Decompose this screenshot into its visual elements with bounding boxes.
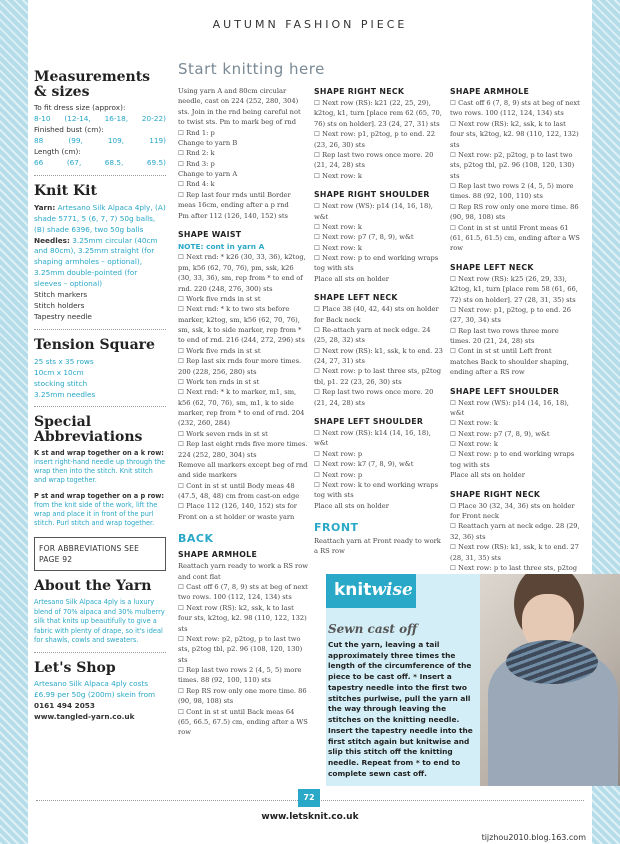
pattern-row: ☐ Rnd 4: k bbox=[178, 180, 215, 189]
front-left-shoulder-heading: SHAPE LEFT SHOULDER bbox=[450, 386, 560, 396]
pattern-row: ☐ Next row: k to end working wraps tog with sts bbox=[314, 480, 439, 500]
pattern-row: ☐ Next rnd: * k26 (30, 33, 36), k2tog, pm, k56 (62, 70, 76), pm, ssk, k26 (30, 33, 36), sm, rep from * to end of rnd. 220 (248, 276, 300) sts bbox=[178, 253, 306, 293]
pattern-row: ☐ Cont in st st until Body meas 48 (47.5, 48, 48) cm from cast-on edge bbox=[178, 481, 300, 501]
front-left-shoulder-rows bbox=[450, 398, 580, 481]
fit-v1: 8-10 bbox=[34, 114, 51, 124]
abbrev-p bbox=[34, 492, 166, 529]
column-3 bbox=[450, 86, 580, 573]
pattern-row: ☐ Next row (RS): k21 (22, 25, 29), k2tog, k1, turn [place rem 62 (65, 70, 76) sts on holder]. 23 (24, 27, 31) sts bbox=[314, 99, 442, 128]
pattern-row: ☐ Rep last two rows 2 (4, 5, 5) more times. 88 (92, 100, 110) sts bbox=[450, 182, 574, 201]
pattern-row: ☐ Next row (RS): k2, ssk, k to last four sts, k2tog, k2. 98 (110, 122, 132) sts bbox=[450, 119, 579, 149]
fit-v3: 16-18, bbox=[104, 114, 129, 124]
knitwise-text: Cut the yarn, leaving a tail approximately three times the length of the circumference of the piece to be cast off. * Insert a tapestry needle into the first two stitches purlwise, pull the yarn all the way through leaving the stitches on the knitting needle. Insert the tapestry needle into the first stitch again but knitwise and slip this stitch off the knitting needle. Repeat from * to end to complete sewn cast off. bbox=[328, 640, 473, 778]
pattern-row: Change to yarn A bbox=[178, 170, 238, 178]
front-right-neck-heading: SHAPE RIGHT NECK bbox=[450, 489, 541, 499]
pattern-row: ☐ Rep RS row only one more time. 86 (90, 98, 108) sts bbox=[178, 686, 307, 706]
page-number: 72 bbox=[298, 789, 320, 807]
pattern-row: Change to yarn B bbox=[178, 138, 238, 147]
column-1 bbox=[178, 86, 308, 738]
pattern-row: Place all sts on holder bbox=[314, 501, 389, 510]
border-rows bbox=[178, 128, 308, 221]
pattern-row: ☐ Next row: p2, p2tog, p to last two sts, p2tog tbl, p2. 96 (108, 120, 130) sts bbox=[178, 634, 303, 664]
yarn-text: Artesano Silk Alpaca 4ply, (A) shade 5771, 5 (6, 7, 7) 50g balls, (B) shade 6396, two 50g balls bbox=[34, 202, 166, 234]
tension-line: 3.25mm needles bbox=[34, 389, 96, 399]
yarn-info bbox=[34, 203, 166, 236]
length-label: Length (cm): bbox=[34, 147, 81, 157]
right-shoulder-rows bbox=[314, 201, 444, 284]
photo-cowl bbox=[506, 640, 598, 684]
pattern-row: ☐ Next rnd: * k to marker, m1, sm, k56 (62, 70, 76), sm, m1, k to side marker, rep from * to end of rnd. 204 (232, 260, 284) bbox=[178, 388, 305, 428]
pattern-row: ☐ Rep last two rows once more. 20 (21, 24, 28) sts bbox=[314, 150, 434, 170]
pattern-row: ☐ Next row: k7 (7, 8, 9), w&t bbox=[314, 460, 414, 469]
front-armhole-rows bbox=[450, 98, 580, 254]
pattern-row: ☐ Next row: k bbox=[450, 440, 498, 449]
pattern-row: ☐ Next row: p to end working wraps tog with sts bbox=[450, 450, 575, 469]
length-values bbox=[34, 158, 166, 169]
bust-label: Finished bust (cm): bbox=[34, 125, 104, 135]
pattern-row: ☐ Next row: k bbox=[450, 419, 498, 428]
fit-values bbox=[34, 114, 166, 125]
credit-watermark: tijzhou2010.blog.163.com bbox=[481, 833, 586, 842]
pattern-row: ☐ Cast off 6 (7, 8, 9) sts at beg of next two rows. 100 (112, 124, 134) sts bbox=[178, 583, 308, 602]
abbreviations-link-box: FOR ABBREVIATIONS SEE PAGE 92 bbox=[34, 537, 166, 572]
len-v2: (67, bbox=[66, 158, 82, 168]
yarn-label: Yarn: bbox=[34, 202, 56, 212]
pattern-row: ☐ Rnd 2: k bbox=[178, 149, 215, 158]
bust-values bbox=[34, 136, 166, 147]
left-stripe-border bbox=[0, 0, 28, 844]
pattern-row: ☐ Cont in st st until Left front matches Back to shoulder shaping, ending after a RS row bbox=[450, 347, 569, 377]
pattern-row: ☐ Next row: k bbox=[314, 222, 362, 231]
about-title: About the Yarn bbox=[34, 578, 152, 595]
pattern-row: ☐ Next row (RS): k25 (26, 29, 33), k2tog, k1, turn [place rem 58 (61, 66, 72) sts on holder]. 27 (28, 31, 35) sts bbox=[450, 274, 578, 304]
sidebar bbox=[34, 62, 166, 723]
front-text: Reattach yarn at Front ready to work a RS row bbox=[314, 537, 441, 556]
divider bbox=[34, 406, 166, 407]
pattern-row: ☐ Next row (RS): k1, ssk, k to end. 27 (28, 31, 35) sts bbox=[450, 543, 579, 562]
fit-v4: 20-22) bbox=[141, 114, 166, 124]
pattern-row: ☐ Next row: k bbox=[314, 171, 362, 180]
shop-title: Let's Shop bbox=[34, 659, 116, 676]
back-heading: BACK bbox=[178, 532, 214, 546]
waist-note: NOTE: cont in yarn A bbox=[178, 241, 265, 251]
left-shoulder-rows bbox=[314, 428, 444, 511]
needles-label: Needles: bbox=[34, 235, 70, 245]
knitwise-box bbox=[326, 574, 480, 786]
pattern-row: ☐ Next rnd: * k to two sts before marker, k2tog, sm, k56 (62, 70, 76), sm, ssk, k to side marker, rep from * to end of rnd. 216 (244, 272, 296) sts bbox=[178, 305, 305, 345]
pattern-row: ☐ Rep last two rows once more. 20 (21, 24, 28) sts bbox=[314, 388, 434, 407]
fit-v2: (12-14, bbox=[64, 114, 91, 124]
len-v1: 66 bbox=[34, 158, 44, 168]
column-2 bbox=[314, 86, 444, 557]
pattern-row: ☐ Place 38 (40, 42, 44) sts on holder for Back neck bbox=[314, 305, 439, 324]
intro-text: Using yarn A and 80cm circular needle, cast on 224 (252, 280, 304) sts. Join in the rnd being careful not to twist sts. Pm to mark beg of rnd bbox=[178, 87, 301, 127]
right-neck-heading: SHAPE RIGHT NECK bbox=[314, 87, 405, 96]
left-neck-heading: SHAPE LEFT NECK bbox=[314, 293, 398, 303]
bust-v4: 119) bbox=[149, 136, 166, 146]
pattern-row: ☐ Work ten rnds in st st bbox=[178, 377, 260, 386]
pattern-row: ☐ Re-attach yarn at neck edge. 24 (25, 28, 32) sts bbox=[314, 325, 431, 345]
main-title: Start knitting here bbox=[178, 60, 325, 78]
pattern-row: ☐ Work seven rnds in st st bbox=[178, 429, 268, 438]
len-v3: 68.5, bbox=[104, 158, 124, 168]
footer-site[interactable]: www.letsknit.co.uk bbox=[261, 812, 359, 822]
pattern-row: ☐ Place 112 (126, 140, 152) sts for Front on a st holder or waste yarn bbox=[178, 502, 297, 521]
back-armhole-heading: SHAPE ARMHOLE bbox=[178, 550, 258, 560]
right-shoulder-heading: SHAPE RIGHT SHOULDER bbox=[314, 190, 430, 200]
bust-v2: (99, bbox=[68, 136, 83, 146]
bust-v3: 109, bbox=[107, 136, 125, 146]
pattern-row: ☐ Next row: p bbox=[314, 470, 363, 479]
tension-line: stocking stitch bbox=[34, 378, 88, 388]
left-neck-rows bbox=[314, 304, 444, 408]
right-neck-rows bbox=[314, 98, 444, 181]
pattern-row: ☐ Cont in st st until Back meas 64 (65, 66.5, 67.5) cm, ending after a WS row bbox=[178, 707, 308, 737]
kit-item: Stitch markers bbox=[34, 290, 88, 300]
pattern-row: ☐ Cont in st st until Front meas 61 (61, 61.5, 61.5) cm, ending after a WS row bbox=[450, 223, 580, 253]
pattern-row: Place all sts on holder bbox=[450, 471, 525, 480]
waist-rows bbox=[178, 252, 308, 522]
pattern-row: ☐ Rep last two rows 2 (4, 5, 5) more times. 88 (92, 100, 110) sts bbox=[178, 666, 302, 685]
divider bbox=[34, 175, 166, 176]
kit-title: Knit Kit bbox=[34, 183, 97, 199]
pattern-row: ☐ Next row: p to end working wraps tog with sts bbox=[314, 254, 439, 273]
pattern-row: ☐ Rep last two rows three more times. 20 (21, 24, 28) sts bbox=[450, 326, 559, 346]
pattern-row: ☐ Rep last six rnds four more times. 200 (228, 256, 280) sts bbox=[178, 357, 302, 376]
pattern-row: ☐ Work five rnds in st st bbox=[178, 346, 261, 355]
left-shoulder-heading: SHAPE LEFT SHOULDER bbox=[314, 416, 424, 426]
front-heading: FRONT bbox=[314, 521, 359, 535]
abbrev-k bbox=[34, 449, 166, 486]
measurements-title: Measurements & sizes bbox=[34, 69, 151, 100]
front-left-neck-heading: SHAPE LEFT NECK bbox=[450, 262, 534, 272]
tension-line: 10cm x 10cm bbox=[34, 367, 84, 377]
needles-info bbox=[34, 236, 166, 291]
front-armhole-heading: SHAPE ARMHOLE bbox=[450, 87, 530, 96]
len-v4: 69.5) bbox=[146, 158, 166, 168]
pattern-row: ☐ Next row (WS): p14 (14, 16, 18), w&t bbox=[450, 398, 569, 417]
tension-line: 25 sts x 35 rows bbox=[34, 356, 94, 366]
abbrev-k-label: K st and wrap together on a k row: bbox=[34, 448, 164, 457]
knitwise-brand-b: wise bbox=[371, 580, 413, 600]
pattern-row: ☐ Next row: p7 (7, 8, 9), w&t bbox=[314, 233, 414, 242]
kit-item: Stitch holders bbox=[34, 301, 85, 311]
divider bbox=[34, 652, 166, 653]
shop-phone: 0161 494 2053 bbox=[34, 701, 95, 711]
pattern-row: Pm after 112 (126, 140, 152) sts bbox=[178, 211, 288, 220]
pattern-row: ☐ Next row: p bbox=[314, 449, 363, 458]
shop-link[interactable]: www.tangled-yarn.co.uk bbox=[34, 712, 135, 722]
fit-label: To fit dress size (approx): bbox=[34, 103, 126, 113]
pattern-row: ☐ Place 30 (32, 34, 36) sts on holder for Front neck bbox=[450, 501, 575, 521]
pattern-row: ☐ Rnd 3: p bbox=[178, 159, 215, 168]
pattern-row: ☐ Next row: p1, p2tog, p to end. 26 (27, 30, 34) sts bbox=[450, 305, 571, 325]
shape-waist-heading: SHAPE WAIST bbox=[178, 229, 242, 239]
pattern-row: ☐ Next row (RS): k2, ssk, k to last four sts, k2tog, k2. 98 (110, 122, 132) sts bbox=[178, 603, 307, 633]
pattern-row: ☐ Next row: p7 (7, 8, 9), w&t bbox=[450, 429, 550, 438]
abbrev-p-label: P st and wrap together on a p row: bbox=[34, 491, 164, 500]
pattern-row: ☐ Next row: p1, p2tog, p to end. 22 (23, 26, 30) sts bbox=[314, 130, 435, 149]
back-armhole-rows bbox=[178, 561, 308, 737]
needles-text: 3.25mm circular (40cm and 80cm), 3.25mm straight (for shaping armholes – optional), 3.25mm double-pointed (for sleeves – optional) bbox=[34, 235, 158, 289]
shop-info bbox=[34, 679, 166, 712]
pattern-row: ☐ Next row: p to last three sts, p2tog tbl, p1. 22 (23, 26, 30) sts bbox=[314, 367, 442, 386]
pattern-row: ☐ Rep last four rnds until Border meas 16cm, ending after a p rnd bbox=[178, 190, 291, 210]
front-right-neck-rows bbox=[450, 501, 580, 574]
about-text: Artesano Silk Alpaca 4ply is a luxury blend of 70% alpaca and 30% mulberry silk that knits up beautifully to give a fabric with plenty of drape, so it's ideal for shawls, cowls and sweaters. bbox=[34, 598, 165, 645]
shop-text: Artesano Silk Alpaca 4ply costs £6.99 per 50g (200m) skein from bbox=[34, 679, 156, 700]
pattern-row: ☐ Rep RS row only one more time. 86 (90, 98, 108) sts bbox=[450, 202, 579, 222]
kit-item: Tapestry needle bbox=[34, 312, 92, 322]
pattern-row: ☐ Next row (RS): k1, ssk, k to end. 23 (24, 27, 31) sts bbox=[314, 346, 443, 366]
abbrev-p-text: from the knit side of the work, lift the wrap and place it in front of the purl stitch. Purl stitch and wrap together. bbox=[34, 500, 158, 528]
pattern-row: ☐ Work five rnds in st st bbox=[178, 294, 261, 303]
pattern-row: Remove all markers except beg of rnd and side markers bbox=[178, 460, 308, 480]
pattern-row: Place all sts on holder bbox=[314, 274, 389, 283]
knitwise-logo bbox=[326, 574, 416, 608]
abbrev-k-text: insert right-hand needle up through the wrap then into the stitch. Knit stitch and wrap together. bbox=[34, 458, 166, 485]
pattern-row: ☐ Rnd 1: p bbox=[178, 128, 215, 137]
knitwise-subtitle: Sewn cast off bbox=[328, 622, 418, 636]
model-photo bbox=[480, 574, 620, 786]
pattern-row: ☐ Rep last eight rnds five more times. 224 (252, 280, 304) sts bbox=[178, 440, 308, 459]
pattern-row: ☐ Next row: k bbox=[314, 243, 362, 252]
pattern-row: ☐ Next row (WS): p14 (14, 16, 18), w&t bbox=[314, 202, 433, 221]
front-left-neck-rows bbox=[450, 274, 580, 378]
divider bbox=[34, 329, 166, 330]
pattern-row: ☐ Next row (RS): k14 (14, 16, 18), w&t bbox=[314, 429, 431, 448]
tension-title: Tension Square bbox=[34, 337, 155, 353]
page-header: AUTUMN FASHION PIECE bbox=[212, 18, 408, 31]
pattern-row: Reattach yarn ready to work a RS row and cont flat bbox=[178, 562, 309, 581]
pattern-row: ☐ Cast off 6 (7, 8, 9) sts at beg of next two rows. 100 (112, 124, 134) sts bbox=[450, 99, 580, 118]
pattern-row: ☐ Next row: p to last three sts, p2tog bbox=[450, 563, 578, 572]
abbrev-title: Special Abbreviations bbox=[34, 414, 143, 446]
bust-v1: 88 bbox=[34, 136, 44, 146]
pattern-row: ☐ Reattach yarn at neck edge. 28 (29, 32, 36) sts bbox=[450, 522, 580, 541]
knitwise-brand-a: knit bbox=[334, 580, 372, 600]
pattern-row: ☐ Next row: p2, p2tog, p to last two sts, p2tog tbl, p2. 96 (108, 120, 130) sts bbox=[450, 150, 575, 180]
page bbox=[28, 0, 592, 844]
